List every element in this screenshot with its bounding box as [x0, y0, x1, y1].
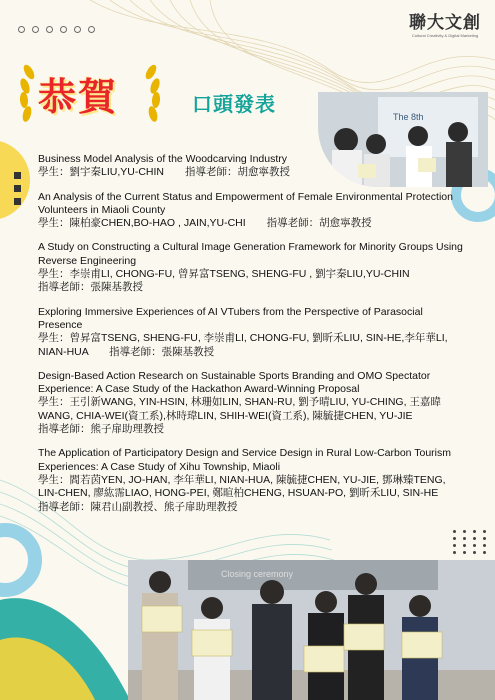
decorative-dots [18, 26, 95, 33]
authors-line: 學生：陳柏豪CHEN,BO-HAO , JAIN,YU-CHI 指導老師：胡愈寧教授 [38, 217, 372, 230]
list-item [38, 241, 463, 294]
list-item [38, 306, 463, 359]
brand-logo [409, 8, 481, 38]
group-photo-bottom [128, 560, 495, 700]
dot-grid-decoration [453, 530, 489, 554]
congratulations-heading: 恭賀 [38, 74, 119, 119]
advisor-line: 指導老師：熊子扉助理教授 [38, 423, 164, 436]
side-squares-decoration [14, 172, 21, 211]
list-item [38, 191, 463, 231]
authors-line: 學生：閻若茵YEN, JO-HAN, 李年華LI, NIAN-HUA, 陳毓捷CHEN, YU-JIE, 鄧琳臻TENG, LIN-CHEN, 廖紘霈LIAO, HONG-PEI, 鄭暄柏CHENG, HSUAN-PO, 劉昕禾LIU, SIN-HE [38, 473, 446, 500]
authors-line: 學生：劉宇秦LIU,YU-CHIN 指導老師：胡愈寧教授 [38, 166, 291, 179]
banner-text: The 8th [393, 112, 424, 122]
advisor-line: 指導老師：張陳基教授 [38, 281, 143, 294]
paper-title: Design-Based Action Research on Sustainable Sports Branding and OMO Spectator Experience: A Case Study of the Hackathon Award-Winning Proposal [38, 369, 431, 396]
logo-text: 聯大文創 [409, 13, 481, 33]
logo-subtitle: Cultural Creativity & Digital Marketing [411, 33, 479, 38]
photo-caption: Closing ceremony [221, 569, 294, 579]
section-title: 口頭發表 [192, 92, 276, 116]
authors-line: 學生：曾昇富TSENG, SHENG-FU, 李崇甫LI, CHONG-FU, 劉昕禾LIU, SIN-HE,李年華LI, NIAN-HUA 指導老師：張陳基教授 [38, 332, 448, 358]
authors-line: 學生：王引新WANG, YIN-HSIN, 林珊如LIN, SHAN-RU, 劉予晴LIU, YU-CHING, 王嘉暐WANG, CHIA-WEI(資工系),林時瑋LIN, SHIH-WEI(資工系), 陳毓捷CHEN, YU-JIE [38, 396, 441, 422]
paper-title: An Analysis of the Current Status and Empowerment of Female Environmental Protection Volunteers in Miaoli County [38, 190, 453, 216]
advisor-line: 指導老師：陳君山副教授、熊子扉助理教授 [38, 500, 238, 513]
list-item [38, 153, 463, 180]
list-item [38, 370, 463, 436]
list-item [38, 447, 463, 513]
presentation-list [38, 153, 463, 525]
paper-title: Business Model Analysis of the Woodcarving Industry [38, 153, 288, 165]
paper-title: A Study on Constructing a Cultural Image Generation Framework for Minority Groups Using Reverse Engineering [38, 241, 463, 267]
authors-line: 學生：李崇甫LI, CHONG-FU, 曾昇富TSENG, SHENG-FU , 劉宇秦LIU,YU-CHIN [38, 268, 410, 281]
paper-title: The Application of Participatory Design and Service Design in Rural Low-Carbon Tourism Experiences: A Case Study of Xihu Township, Miaoli [38, 447, 452, 473]
paper-title: Exploring Immersive Experiences of AI VTubers from the Perspective of Parasocial Presence [38, 305, 423, 331]
laurel-right-icon [135, 60, 165, 130]
